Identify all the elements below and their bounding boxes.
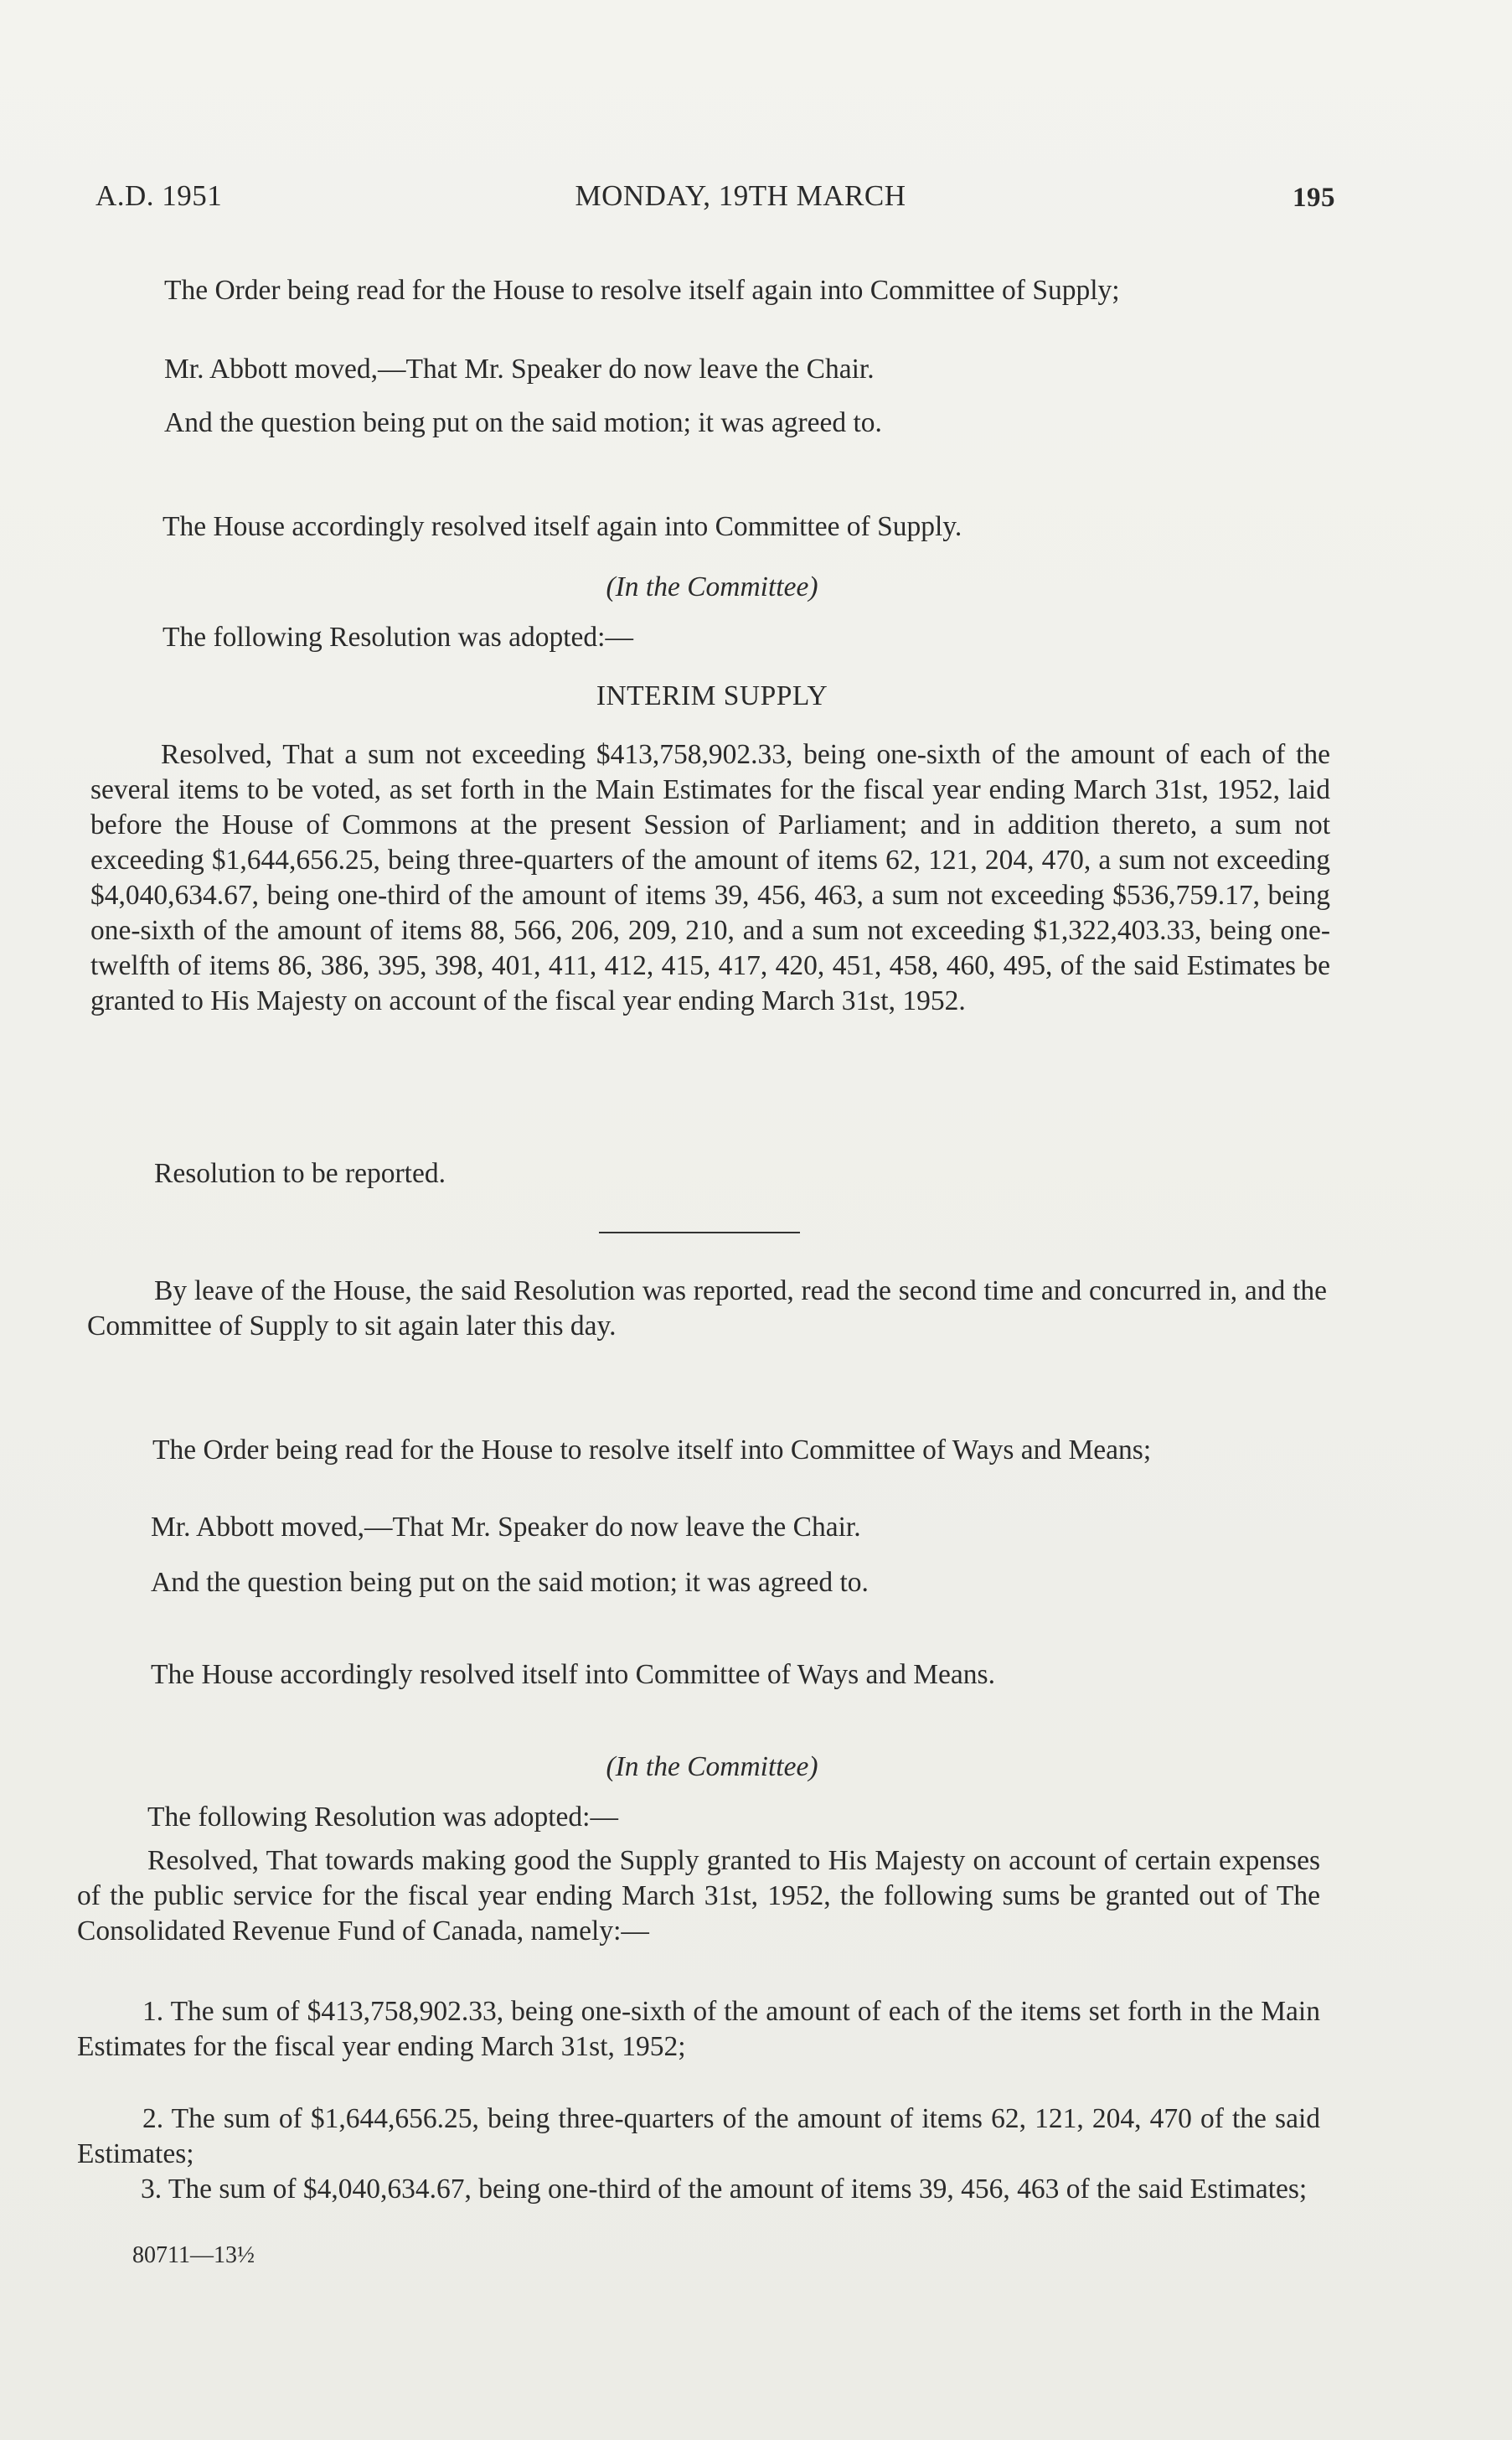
- section-divider: [599, 1232, 800, 1233]
- paragraph-resolved-supply: The House accordingly resolved itself again into Committee of Supply.: [163, 511, 962, 542]
- page-header: [95, 179, 1335, 221]
- interim-supply-heading: INTERIM SUPPLY: [596, 680, 828, 711]
- paragraph-agreed-1: And the question being put on the said motion; it was agreed to.: [164, 407, 882, 438]
- in-committee-heading-1: (In the Committee): [606, 571, 818, 602]
- header-date: MONDAY, 19TH MARCH: [575, 179, 906, 212]
- list-item-sum-2: 2. The sum of $1,644,656.25, being three-quarters of the amount of items 62, 121, 204, 470 of the said Estimates;: [77, 2103, 1320, 2169]
- paragraph-resolution-adopted-2: The following Resolution was adopted:—: [147, 1802, 618, 1833]
- paragraph-ways-means-resolution: Resolved, That towards making good the Supply granted to His Majesty on account of certain expenses of the public service for the fiscal year ending March 31st, 1952, the following sums be granted out of The Consolidated Revenue Fund of Canada, namely:—: [77, 1845, 1320, 1946]
- in-committee-heading-2: (In the Committee): [606, 1751, 818, 1782]
- paragraph-motion-1: Mr. Abbott moved,—That Mr. Speaker do now leave the Chair.: [164, 354, 875, 385]
- paragraph-resolution-reported: Resolution to be reported.: [154, 1158, 446, 1189]
- paragraph-order-supply: The Order being read for the House to resolve itself again into Committee of Supply;: [164, 275, 1120, 306]
- list-item-sum-1: 1. The sum of $413,758,902.33, being one-sixth of the amount of each of the items set forth in the Main Estimates for the fiscal year ending March 31st, 1952;: [77, 1996, 1320, 2062]
- header-year: A.D. 1951: [95, 179, 223, 212]
- footer-print-code: 80711—13½: [132, 2242, 255, 2268]
- paragraph-resolution-adopted-1: The following Resolution was adopted:—: [163, 622, 633, 653]
- paragraph-agreed-2: And the question being put on the said motion; it was agreed to.: [151, 1567, 869, 1598]
- paragraph-leave-of-house: By leave of the House, the said Resolution was reported, read the second time and concurred in, and the Committee of Supply to sit again later this day.: [87, 1275, 1327, 1341]
- paragraph-interim-supply-resolution: Resolved, That a sum not exceeding $413,758,902.33, being one-sixth of the amount of each of the several items to be voted, as set forth in the Main Estimates for the fiscal year ending March 31st, 1952, laid before the House of Commons at the present Session of Parliament; and in addition thereto, a sum not exceeding $1,644,656.25, being three-quarters of the amount of items 62, 121, 204, 470, a sum not exceeding $4,040,634.67, being one-third of the amount of items 39, 456, 463, a sum not exceeding $536,759.17, being one-sixth of the amount of items 88, 566, 206, 209, 210, and a sum not exceeding $1,322,403.33, being one-twelfth of items 86, 386, 395, 398, 401, 411, 412, 415, 417, 420, 451, 458, 460, 495, of the said Estimates be granted to His Majesty on account of the fiscal year ending March 31st, 1952.: [90, 739, 1330, 1016]
- paragraph-order-ways-means: The Order being read for the House to resolve itself into Committee of Ways and Means;: [152, 1435, 1152, 1466]
- paragraph-motion-2: Mr. Abbott moved,—That Mr. Speaker do now leave the Chair.: [151, 1512, 861, 1543]
- paragraph-resolved-ways-means: The House accordingly resolved itself into Committee of Ways and Means.: [151, 1659, 995, 1690]
- list-item-sum-3: 3. The sum of $4,040,634.67, being one-third of the amount of items 39, 456, 463 of the said Estimates;: [141, 2174, 1308, 2205]
- page-number: 195: [1293, 183, 1335, 213]
